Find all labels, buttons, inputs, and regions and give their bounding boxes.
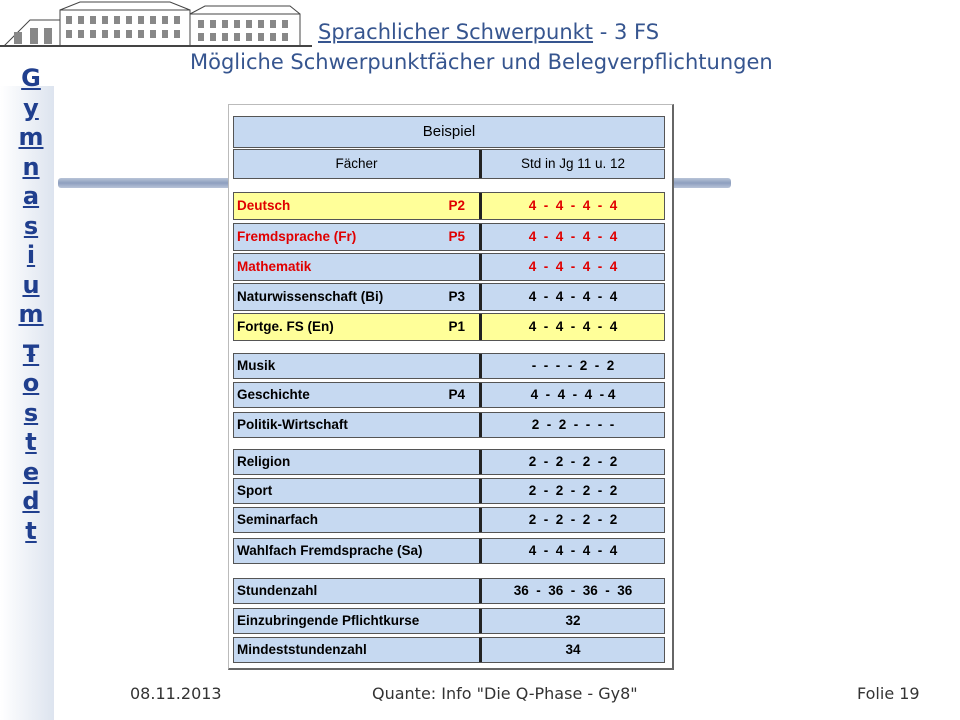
subject-cell — [234, 638, 482, 662]
table-row — [233, 223, 665, 251]
table-row — [233, 192, 665, 220]
table-title: Beispiel — [422, 123, 476, 140]
footer-page-number: Folie 19 — [857, 684, 920, 703]
vertical-letter: s — [23, 211, 39, 240]
subject-name: Mathematik — [237, 259, 312, 274]
subject-cell — [234, 450, 482, 474]
hours-cell: 2 - 2 - 2 - 2 — [528, 454, 618, 469]
hours-cell: 4 - 4 - 4 - 4 — [528, 289, 618, 304]
hours-cell: 36 - 36 - 36 - 36 — [513, 583, 633, 598]
hours-cell: 4 - 4 - 4 - 4 — [528, 229, 618, 244]
vertical-letter: d — [22, 487, 40, 515]
vertical-letter: i — [26, 241, 36, 269]
vertical-gap — [6, 330, 56, 340]
subject-cell — [234, 224, 482, 250]
exam-code: P3 — [448, 289, 465, 304]
subject-cell — [234, 508, 482, 532]
subject-name: Musik — [237, 358, 276, 373]
hours-cell: 34 — [565, 642, 581, 657]
subject-name: Seminarfach — [237, 512, 319, 527]
table-row — [233, 412, 665, 438]
subject-name: Stundenzahl — [237, 583, 318, 598]
vertical-letter: a — [22, 182, 40, 210]
column-header-hours: Std in Jg 11 u. 12 — [520, 156, 626, 171]
subject-cell — [234, 354, 482, 378]
hours-cell: 4 - 4 - 4 - 4 — [528, 543, 618, 558]
vertical-letter: e — [22, 457, 40, 486]
column-header-subjects: Fächer — [234, 150, 482, 178]
table-row — [233, 578, 665, 604]
subject-name: Naturwissenschaft (Bi) — [237, 289, 384, 304]
vertical-letter: s — [23, 398, 39, 427]
exam-code: P2 — [448, 198, 465, 213]
vertical-letter: y — [23, 93, 39, 122]
table-row — [233, 608, 665, 634]
hours-cell: 4 - 4 - 4 - 4 — [528, 198, 618, 213]
subject-cell — [234, 609, 482, 633]
subject-cell — [234, 579, 482, 603]
subject-name: Einzubringende Pflichtkurse — [237, 613, 420, 628]
subject-name: Fortge. FS (En) — [237, 319, 334, 334]
vertical-letter: t — [25, 516, 37, 545]
subject-cell — [234, 314, 482, 340]
slide-subtitle: Mögliche Schwerpunktfächer und Belegverpflichtungen — [190, 50, 773, 74]
vertical-letter: G — [21, 64, 41, 92]
subject-name: Geschichte — [237, 387, 310, 402]
subject-cell — [234, 193, 482, 219]
hours-cell: 4 - 4 - 4 - 4 — [528, 259, 618, 274]
vertical-letter: m — [18, 123, 44, 151]
table-row — [233, 253, 665, 281]
title-link[interactable]: Sprachlicher Schwerpunkt — [318, 20, 594, 44]
hours-cell: 2 - 2 - - - - — [531, 417, 615, 432]
subject-name: Wahlfach Fremdsprache (Sa) — [237, 543, 423, 558]
subject-name: Politik-Wirtschaft — [237, 417, 348, 432]
subject-cell — [234, 284, 482, 310]
table-header-row — [233, 149, 665, 179]
title-suffix: - 3 FS — [593, 20, 660, 44]
table-title-row — [233, 116, 665, 148]
vertical-letter: T — [22, 339, 40, 368]
subject-cell — [234, 254, 482, 280]
hours-cell: - - - - 2 - 2 — [531, 358, 615, 373]
table-row — [233, 637, 665, 663]
hours-cell: 4 - 4 - 4 - 4 — [530, 387, 616, 402]
footer-title: Quante: Info "Die Q-Phase - Gy8" — [372, 684, 638, 703]
vertical-letter: u — [22, 270, 40, 299]
subject-name: Deutsch — [237, 198, 291, 213]
subject-cell — [234, 479, 482, 503]
vertical-letter: o — [22, 369, 40, 397]
slide-title — [318, 20, 659, 44]
table-row — [233, 478, 665, 504]
subject-cell — [234, 539, 482, 563]
vertical-letter: m — [18, 300, 44, 328]
table-row — [233, 353, 665, 379]
hours-cell: 32 — [565, 613, 581, 628]
hours-cell: 2 - 2 - 2 - 2 — [528, 512, 618, 527]
table-row — [233, 313, 665, 341]
subject-name: Sport — [237, 483, 273, 498]
subject-name: Mindeststundenzahl — [237, 642, 367, 657]
exam-code: P5 — [448, 229, 465, 244]
vertical-letter: n — [22, 152, 40, 181]
vertical-school-name[interactable] — [6, 64, 56, 546]
subject-name: Religion — [237, 454, 291, 469]
table-row — [233, 538, 665, 564]
hours-cell: 4 - 4 - 4 - 4 — [528, 319, 618, 334]
school-building-logo — [0, 0, 312, 52]
hours-cell: 2 - 2 - 2 - 2 — [528, 483, 618, 498]
table-row — [233, 283, 665, 311]
subject-name: Fremdsprache (Fr) — [237, 229, 357, 244]
table-row — [233, 507, 665, 533]
exam-code: P4 — [448, 387, 465, 402]
table-row — [233, 449, 665, 475]
subject-cell — [234, 413, 482, 437]
table-row — [233, 382, 665, 408]
vertical-letter: t — [25, 428, 37, 456]
footer-date: 08.11.2013 — [130, 684, 222, 703]
exam-code: P1 — [448, 319, 465, 334]
subject-cell — [234, 383, 482, 407]
